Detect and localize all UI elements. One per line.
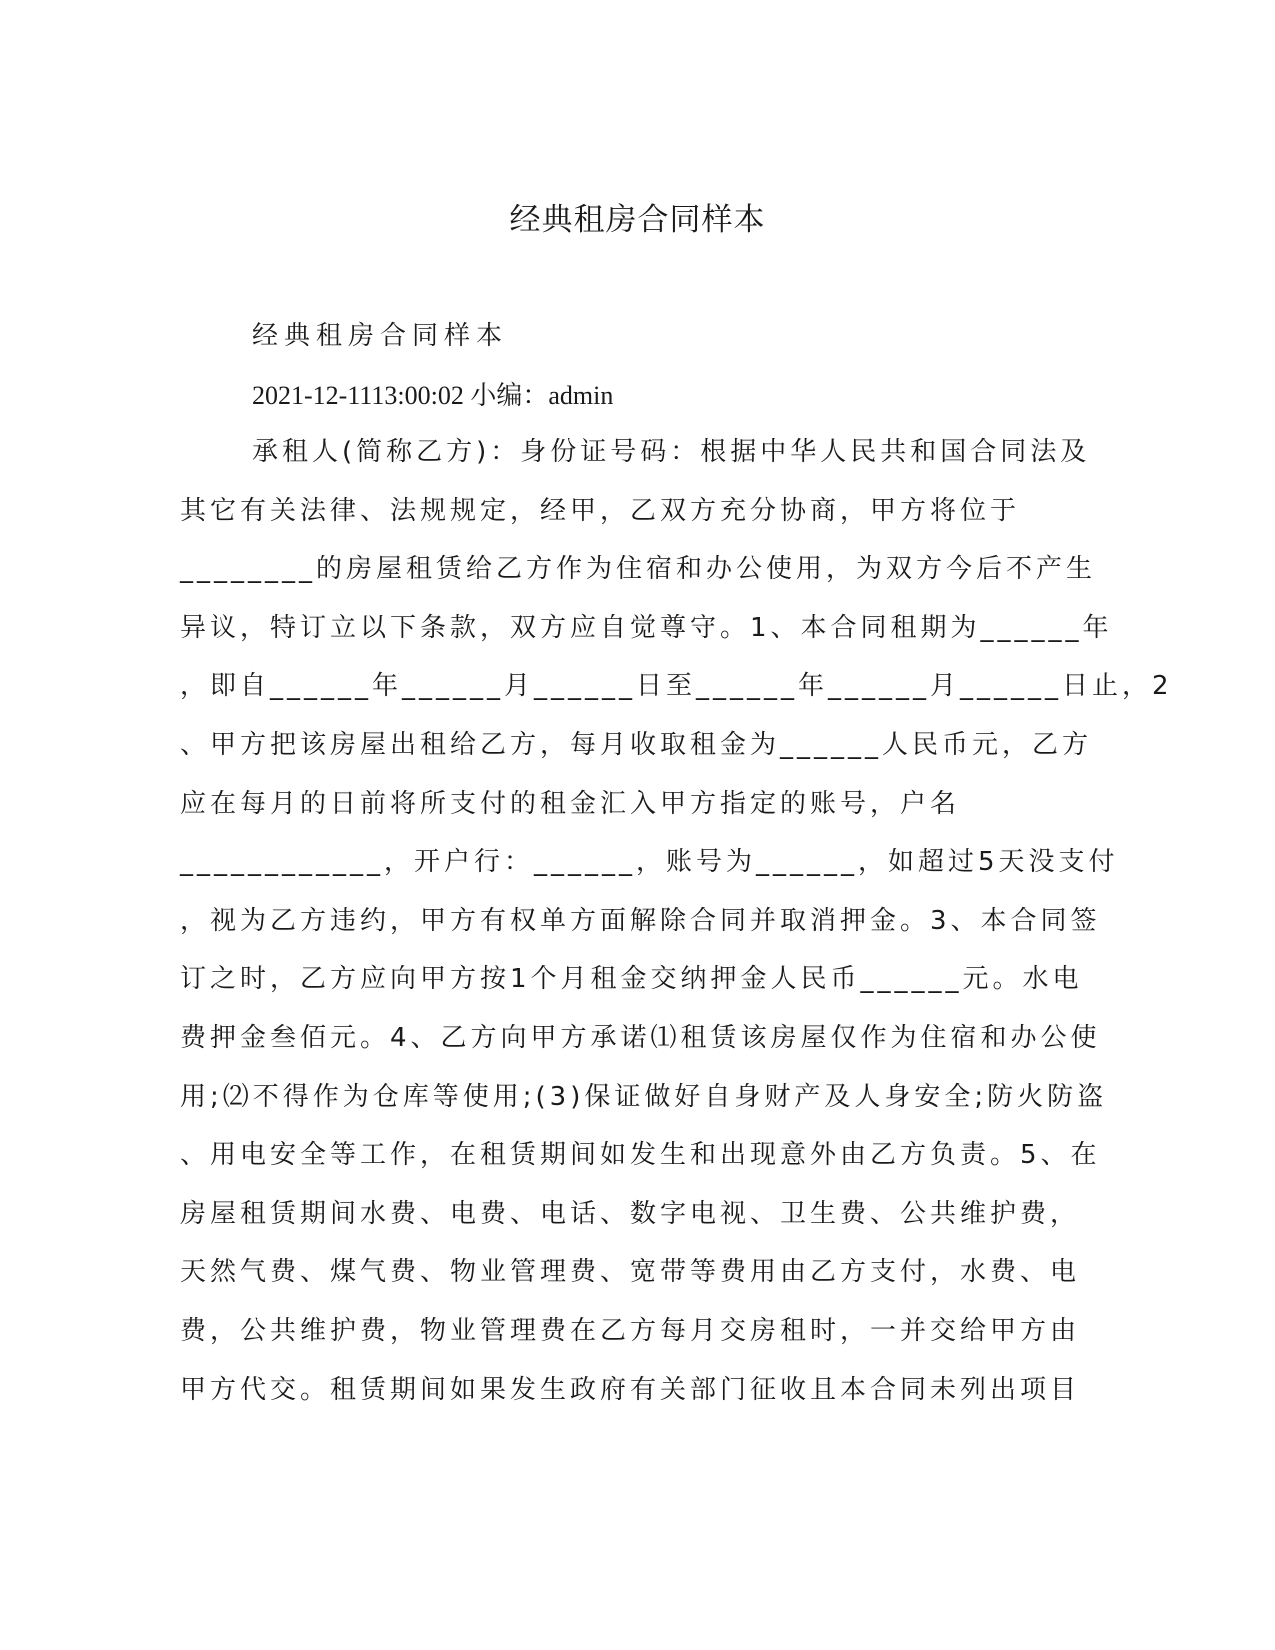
body-line: 订之时，乙方应向甲方按1个月租金交纳押金人民币______元。水电 [180,964,1083,995]
document-subtitle: 经典租房合同样本 [252,321,509,351]
body-line: 承租人(简称乙方)：身份证号码：根据中华人民共和国合同法及 [252,437,1091,467]
body-line: 、甲方把该房屋出租给乙方，每月收取租金为______人民币元，乙方 [180,729,1093,760]
body-line: 房屋租赁期间水费、电费、电话、数字电视、卫生费、公共维护费， [180,1198,1081,1229]
body-line: 用;⑵不得作为仓库等使用;(3)保证做好自身财产及人身安全;防火防盗 [180,1081,1108,1112]
body-line: 费押金叁佰元。4、乙方向甲方承诺⑴租赁该房屋仅作为住宿和办公使 [180,1022,1101,1053]
body-line: ____________，开户行：______，账号为______，如超过5天没支付 [180,847,1119,878]
document-title: 经典租房合同样本 [509,202,766,238]
body-line: 天然气费、煤气费、物业管理费、宽带等费用由乙方支付，水费、电 [180,1257,1081,1288]
body-line: ________的房屋租赁给乙方作为住宿和办公使用，为双方今后不产生 [180,554,1097,585]
contract-body-paragraph [180,432,1173,1428]
body-line: 、用电安全等工作，在租赁期间如发生和出现意外由乙方负责。5、在 [180,1140,1101,1171]
body-line: 其它有关法律、法规规定，经甲，乙双方充分协商，甲方将位于 [180,495,1021,526]
body-line: 异议，特订立以下条款，双方应自觉尊守。1、本合同租期为______年 [180,612,1113,643]
body-line: 费，公共维护费，物业管理费在乙方每月交房租时，一并交给甲方由 [180,1315,1081,1346]
body-line: 应在每月的日前将所支付的租金汇入甲方指定的账号，户名 [180,788,961,819]
body-line: 甲方代交。租赁期间如果发生政府有关部门征收且本合同未列出项目 [180,1374,1081,1405]
body-line: ，即自______年______月______日至______年______月______日止，2 [180,671,1173,702]
publish-meta-line: 2021-12-1113:00:02 小编：admin [252,381,614,410]
body-line: ，视为乙方违约，甲方有权单方面解除合同并取消押金。3、本合同签 [180,905,1101,936]
